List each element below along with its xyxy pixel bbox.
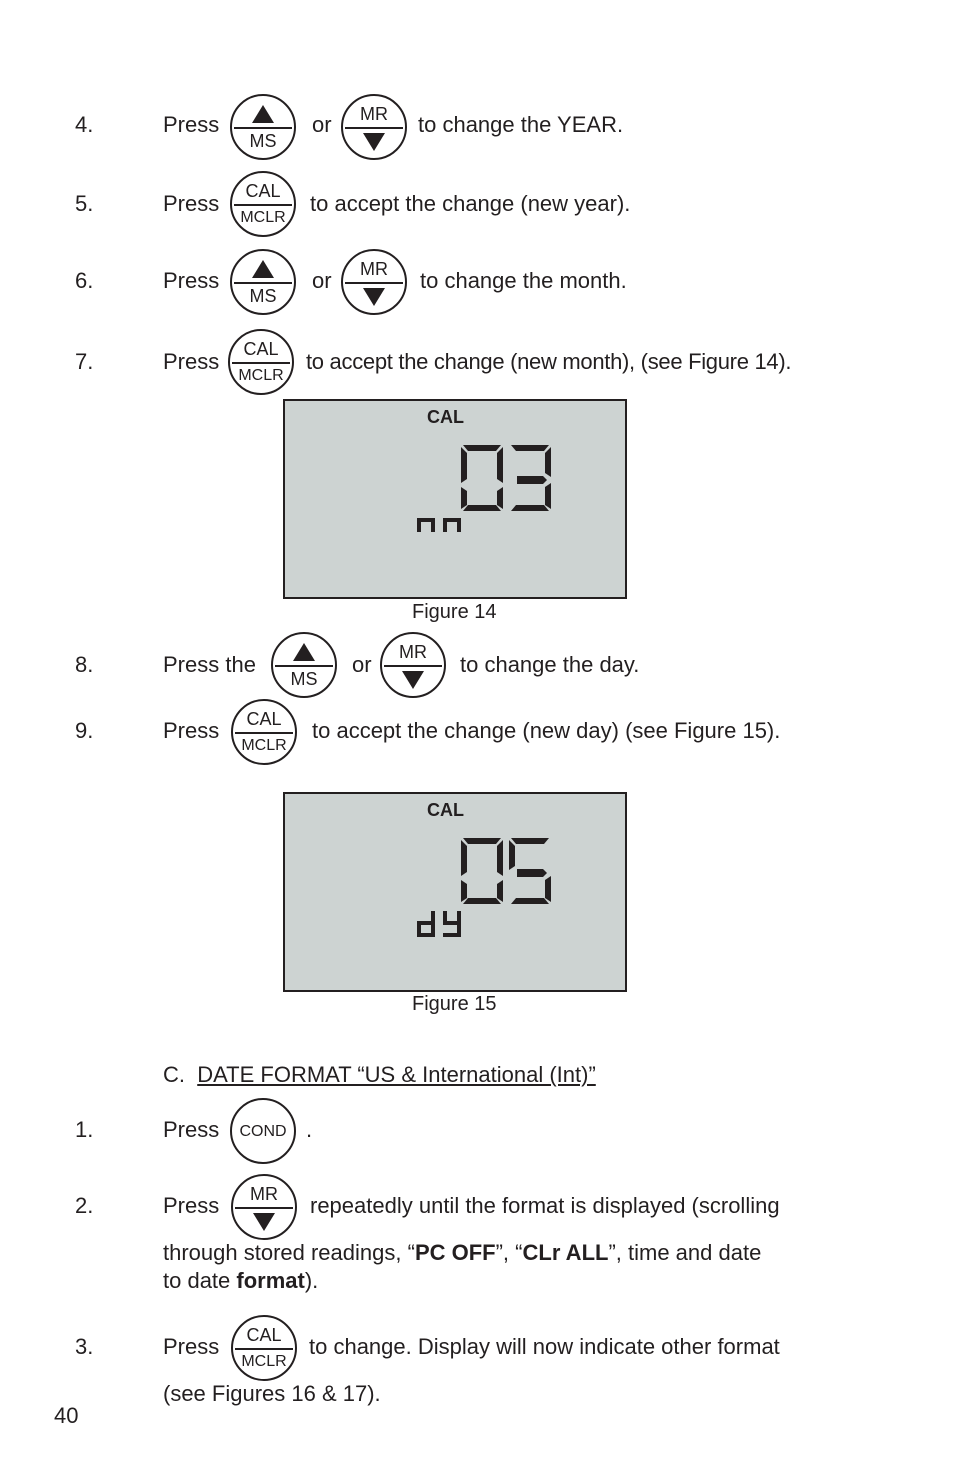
step-text: Press xyxy=(163,112,220,137)
figure-caption: Figure 14 xyxy=(412,601,497,623)
mr-down-button[interactable] xyxy=(380,632,446,698)
lcd-digits xyxy=(285,401,629,601)
step-text: Press xyxy=(163,718,220,743)
text-run: to date xyxy=(163,1268,237,1293)
cal-mclr-button[interactable] xyxy=(231,699,297,765)
cal-mclr-button[interactable] xyxy=(230,171,296,237)
button-label: MCLR xyxy=(240,209,286,226)
lcd-cal-label: CAL xyxy=(427,800,464,820)
down-triangle-icon xyxy=(363,288,385,306)
step-text-continued: (see Figures 16 & 17). xyxy=(163,1381,381,1406)
button-label: MCLR xyxy=(241,737,287,754)
text-run: ). xyxy=(304,1268,319,1293)
up-ms-button[interactable] xyxy=(230,249,296,315)
down-triangle-icon xyxy=(253,1213,275,1231)
step-text: Press the xyxy=(163,652,256,677)
button-label: CAL xyxy=(243,339,279,359)
step-text: Press xyxy=(163,191,220,216)
section-heading xyxy=(163,1062,596,1088)
step-text: . xyxy=(306,1117,313,1142)
button-label: MS xyxy=(290,669,318,689)
figure-caption: Figure 15 xyxy=(412,993,497,1015)
step-number: 2. xyxy=(75,1193,94,1218)
up-triangle-icon xyxy=(252,105,274,123)
button-label: MR xyxy=(360,104,388,124)
or-text: or xyxy=(312,112,332,137)
up-ms-button[interactable] xyxy=(271,632,337,698)
button-label: MR xyxy=(399,642,427,662)
button-label: MS xyxy=(249,131,277,151)
bold-text: format xyxy=(236,1268,305,1293)
step-text-continued xyxy=(163,1268,318,1294)
button-label: MR xyxy=(360,259,388,279)
step-number: 3. xyxy=(75,1334,94,1359)
bold-text: CLr ALL xyxy=(522,1240,609,1265)
mr-down-button[interactable] xyxy=(231,1174,297,1240)
section-prefix: C. xyxy=(163,1062,185,1087)
step-text-continued xyxy=(163,1240,761,1266)
step-number: 5. xyxy=(75,191,94,216)
step-text: repeatedly until the format is displayed (scrolling xyxy=(310,1193,780,1218)
button-label: MR xyxy=(250,1184,278,1204)
step-text: to accept the change (new month), (see Figure 14). xyxy=(306,349,792,374)
button-label: CAL xyxy=(246,709,282,729)
lcd-display-figure-15 xyxy=(283,792,627,992)
button-label: MCLR xyxy=(238,367,284,384)
step-text: Press xyxy=(163,1193,220,1218)
up-ms-button[interactable] xyxy=(230,94,296,160)
cal-mclr-button[interactable] xyxy=(231,1315,297,1381)
button-label: COND xyxy=(239,1123,287,1140)
section-title: DATE FORMAT “US & International (Int)” xyxy=(197,1062,596,1087)
up-triangle-icon xyxy=(293,643,315,661)
or-text: or xyxy=(312,268,332,293)
step-text: to change. Display will now indicate other format xyxy=(309,1334,780,1359)
button-label: MS xyxy=(249,286,277,306)
step-number: 8. xyxy=(75,652,94,677)
step-text: to change the month. xyxy=(420,268,627,293)
cal-mclr-button[interactable] xyxy=(228,329,294,395)
step-text: to accept the change (new year). xyxy=(310,191,631,216)
down-triangle-icon xyxy=(363,133,385,151)
bold-text: PC OFF xyxy=(414,1240,496,1265)
cond-button[interactable] xyxy=(230,1098,296,1164)
step-number: 6. xyxy=(75,268,94,293)
step-number: 1. xyxy=(75,1117,94,1142)
page-number: 40 xyxy=(54,1403,79,1428)
button-label: MCLR xyxy=(241,1353,287,1370)
text-run: through stored readings, “ xyxy=(163,1240,415,1265)
or-text: or xyxy=(352,652,372,677)
button-label: CAL xyxy=(246,1325,282,1345)
lcd-digits xyxy=(285,794,629,994)
up-triangle-icon xyxy=(252,260,274,278)
step-number: 9. xyxy=(75,718,94,743)
step-text: to change the day. xyxy=(460,652,640,677)
mr-down-button[interactable] xyxy=(341,249,407,315)
lcd-cal-label: CAL xyxy=(427,407,464,427)
step-text: to accept the change (new day) (see Figure 15). xyxy=(312,718,781,743)
button-label: CAL xyxy=(245,181,281,201)
down-triangle-icon xyxy=(402,671,424,689)
text-run: ”, time and date xyxy=(608,1240,762,1265)
mr-down-button[interactable] xyxy=(341,94,407,160)
step-text: Press xyxy=(163,1334,220,1359)
step-text: Press xyxy=(163,268,220,293)
step-text: Press xyxy=(163,349,220,374)
text-run: ”, “ xyxy=(495,1240,523,1265)
lcd-display-figure-14 xyxy=(283,399,627,599)
step-text: Press xyxy=(163,1117,220,1142)
step-number: 4. xyxy=(75,112,94,137)
step-text: to change the YEAR. xyxy=(418,112,624,137)
step-number: 7. xyxy=(75,349,94,374)
